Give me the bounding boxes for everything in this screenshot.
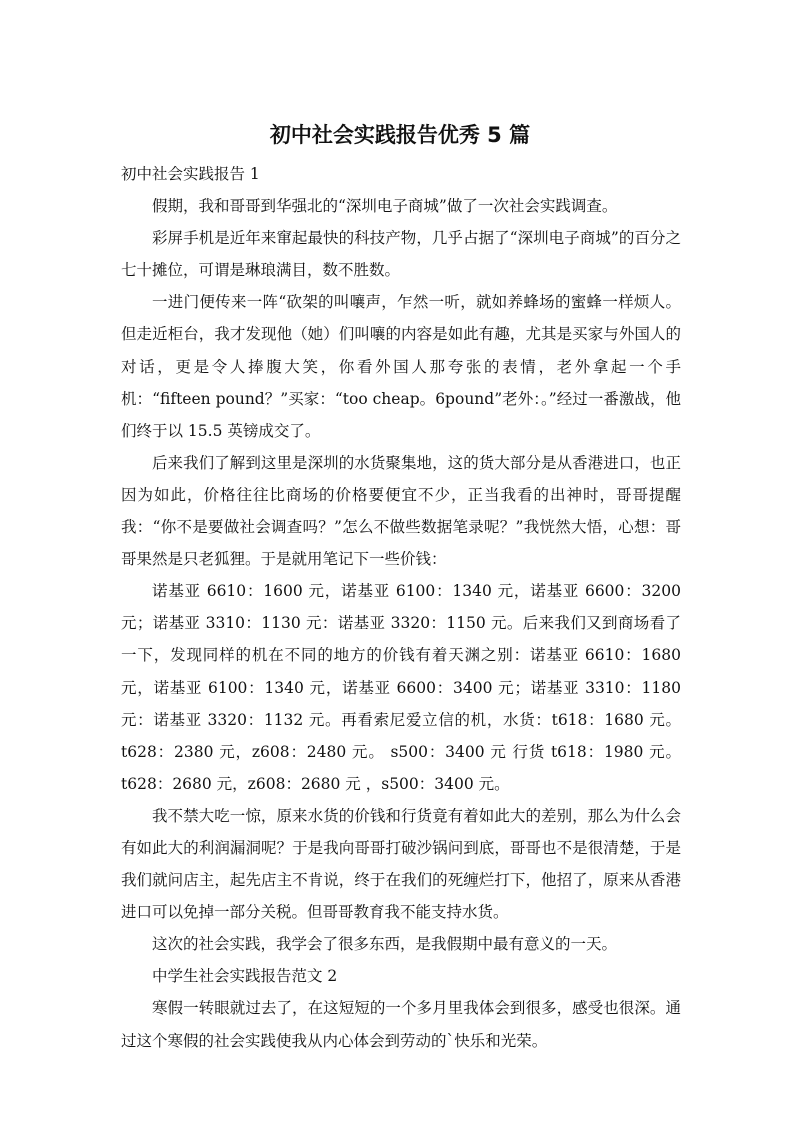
price-paragraph: 诺基亚 6610：1600 元，诺基亚 6100：1340 元，诺基亚 6600：3200 元；诺基亚 3310：1130 元：诺基亚 3320：1150 元。后来我们又到商场看了一下，发现同样的机在不同的地方的价钱有着天渊之别：诺基亚 6610：1680 元，诺基亚 6100：1340 元，诺基亚 6600：3400 元；诺基亚 3310：1180 元：诺基亚 3320：1132 元。再看索尼爱立信的机，水货：t618：1680 元。t628：2380 元，z608：2480 元。 s500：3400 元 行货 t618：1980 元。t628：2680 元，z608：2680 元 ，s500：3400 元。 bbox=[121, 582, 681, 793]
section-heading-2: 中学生社会实践报告范文 2 bbox=[152, 967, 338, 986]
paragraph: 假期，我和哥哥到华强北的“深圳电子商城”做了一次社会实践调查。 bbox=[152, 197, 618, 216]
section-heading-1: 初中社会实践报告 1 bbox=[121, 165, 260, 183]
paragraph: 彩屏手机是近年来窜起最快的科技产物，几乎占据了“深圳电子商城”的百分之七十摊位，可谓是琳琅满目，数不胜数。 bbox=[121, 229, 681, 280]
paragraph: 我不禁大吃一惊，原来水货的价钱和行货竟有着如此大的差别，那么为什么会有如此大的利润漏洞呢？于是我向哥哥打破沙锅问到底，哥哥也不是很清楚，于是我们就问店主，起先店主不肯说，终于在我们的死缠烂打下，他招了，原来从香港进口可以免掉一部分关税。但哥哥教育我不能支持水货。 bbox=[121, 806, 681, 922]
paragraph: 后来我们了解到这里是深圳的水货聚集地，这的货大部分是从香港进口，也正因为如此，价格往往比商场的价格要便宜不少，正当我看的出神时，哥哥提醒我：“你不是要做社会调查吗？”怎么不做些数据笔录呢？”我恍然大悟，心想：哥哥果然是只老狐狸。于是就用笔记下一些价钱： bbox=[121, 453, 681, 569]
paragraph: 寒假一转眼就过去了，在这短短的一个多月里我体会到很多，感受也很深。通过这个寒假的社会实践使我从内心体会到劳动的`快乐和光荣。 bbox=[121, 999, 681, 1050]
document-body bbox=[121, 158, 681, 1057]
paragraph: 一进门便传来一阵“砍架的叫嚷声，乍然一听，就如养蜂场的蜜蜂一样烦人。但走近柜台，我才发现他（她）们叫嚷的内容是如此有趣，尤其是买家与外国人的对话，更是令人捧腹大笑，你看外国人那夸张的表情，老外拿起一个手机：“fifteen pound？”买家：“too cheap。6pound”老外：。”经过一番激战，他们终于以 15.5 英镑成交了。 bbox=[121, 293, 681, 440]
document-title: 初中社会实践报告优秀 5 篇 bbox=[269, 123, 531, 147]
paragraph: 这次的社会实践，我学会了很多东西，是我假期中最有意义的一天。 bbox=[152, 935, 618, 954]
